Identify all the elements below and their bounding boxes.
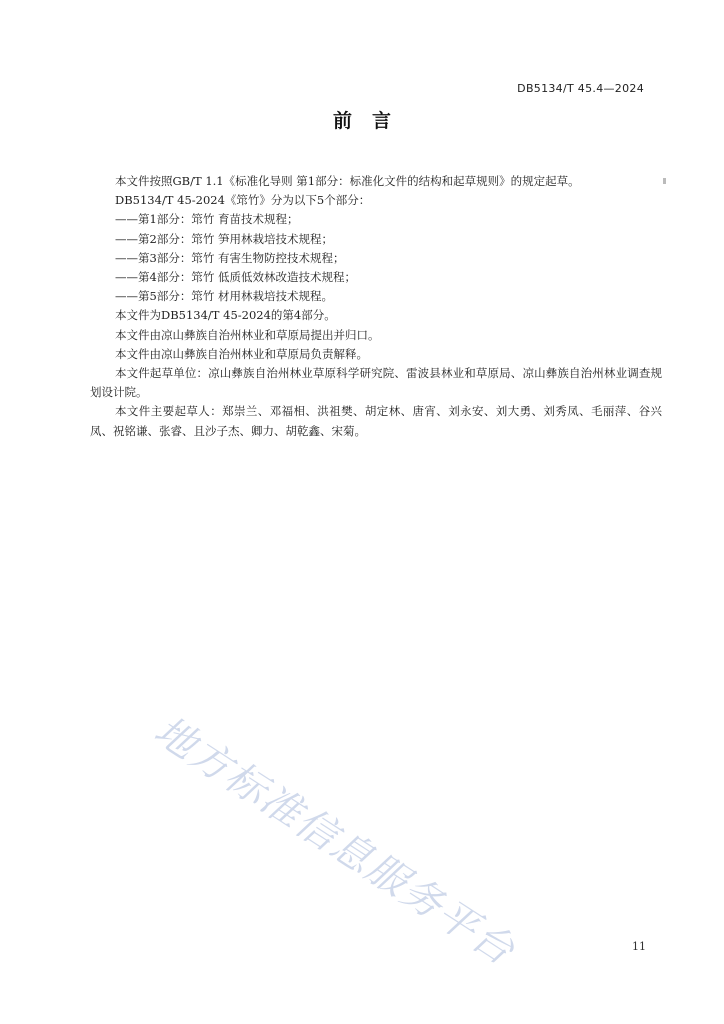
list-item-part-5: ——第5部分：筇竹 材用林栽培技术规程。	[115, 289, 333, 304]
list-item-part-2: ——第2部分：筇竹 笋用林栽培技术规程；	[115, 231, 333, 246]
list-item-part-3: ——第3部分：筇竹 有害生物防控技术规程；	[115, 250, 345, 265]
paragraph-proposer: 本文件由凉山彝族自治州林业和草原局提出并归口。	[115, 327, 380, 342]
paragraph-drafting-units: 本文件起草单位：凉山彝族自治州林业草原科学研究院、雷波县林业和草原局、凉山彝族自治州林业调查规划设计院。	[90, 366, 662, 400]
paragraph-part-number: 本文件为DB5134/T 45-2024的第4部分。	[115, 308, 336, 323]
paragraph-drafting-rules: 本文件按照GB/T 1.1《标准化导则 第1部分：标准化文件的结构和起草规则》的规定起草。	[115, 174, 580, 188]
page-title: 前言	[332, 110, 411, 132]
paragraph-drafters: 本文件主要起草人：郑崇兰、邓福相、洪祖樊、胡定林、唐宵、刘永安、刘大勇、刘秀凤、毛丽萍、谷兴凤、祝铭谦、张睿、且沙子杰、卿力、胡乾鑫、宋菊。	[90, 404, 662, 438]
list-item-part-4: ——第4部分：筇竹 低质低效林改造技术规程；	[115, 270, 356, 285]
margin-mark	[663, 178, 666, 184]
paragraph-parts-intro: DB5134/T 45-2024《筇竹》分为以下5个部分：	[115, 193, 371, 208]
document-code: DB5134/T 45.4—2024	[517, 82, 644, 95]
foreword-body	[90, 172, 662, 441]
page-number: 11	[632, 940, 646, 953]
paragraph-interpreter: 本文件由凉山彝族自治州林业和草原局负责解释。	[115, 346, 368, 361]
watermark: 地方标准信息服务平台	[146, 707, 524, 975]
list-item-part-1: ——第1部分：筇竹 育苗技术规程；	[115, 212, 299, 227]
